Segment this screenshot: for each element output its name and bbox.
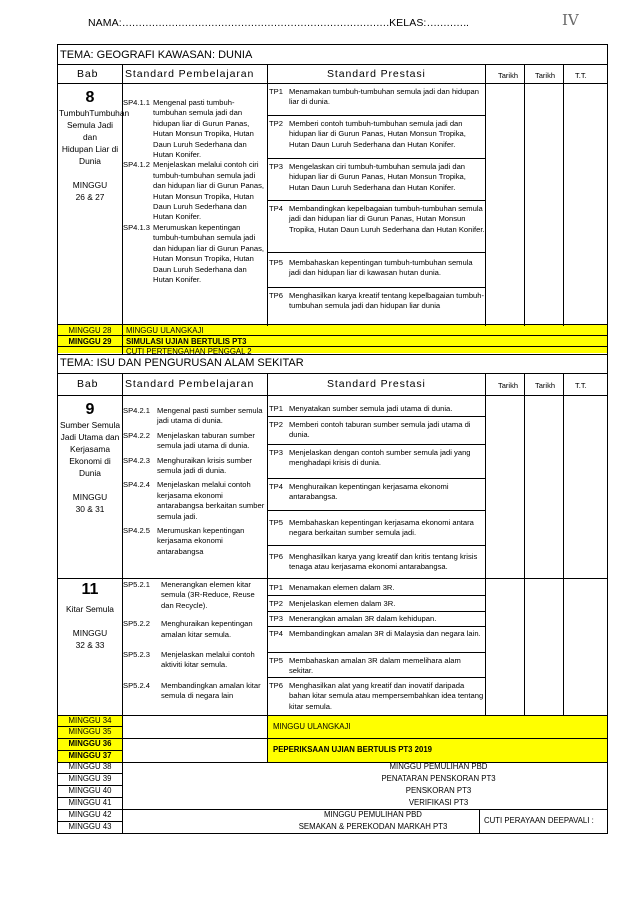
theme-1-title: TEMA: GEOGRAFI KAWASAN: DUNIA xyxy=(60,49,253,61)
sp-list-unit-9 xyxy=(123,406,266,557)
unit-name-line: Ekonomi di Dunia xyxy=(69,456,111,478)
unit-name-line: Jadi Utama dan xyxy=(60,432,120,442)
tp-item: TP3 Menjelaskan dengan contoh sumber semula jadi yang menghadapi krisis di dunia. xyxy=(269,448,471,468)
nama-blank: ……………………………………………………………………… xyxy=(121,17,390,29)
unit-week-label: MINGGU xyxy=(72,492,108,502)
tp-item: TP5 Membahaskan amalan 3R dalam memelihara alam sekitar. xyxy=(269,656,461,676)
nama-label: NAMA: xyxy=(88,17,122,29)
name-class-form xyxy=(88,17,468,29)
tp-item: TP4 Membandingkan kepelbagaian tumbuh-tumbuhan semula jadi dan hidupan liar di Gurun Panas, Hutan Monsun Tropika, Hutan Daun Luruh Sederhana dan Hutan Konifer. xyxy=(269,204,485,234)
col-tarikh-2: Tarikh xyxy=(535,71,556,80)
col-standard-prestasi: Standard Prestasi xyxy=(327,68,426,80)
unit-name-line: Hidupan Liar di xyxy=(61,144,119,154)
sp-item: SP4.1.1 Mengenal pasti tumbuh-tumbuhan semula jadi dan hidupan liar di Gurun Panas, Hutan Monsun Tropika, Hutan Daun Luruh Sederhana dan Hutan Konifer. xyxy=(123,98,254,160)
week-29: MINGGU 29 xyxy=(68,337,112,346)
col-tt: T.T. xyxy=(575,71,587,80)
col-bab: Bab xyxy=(77,378,99,390)
sp-item: SP5.2.1 Menerangkan elemen kitar semula (3R-Reduce, Reuse dan Recycle). xyxy=(123,580,255,610)
event-pemulihan: MINGGU PEMULIHAN PBD xyxy=(389,762,488,771)
col-standard-pembelajaran: Standard Pembelajaran xyxy=(125,68,255,80)
tp-item: TP6 Menghasilkan karya kreatif tentang kepelbagaian tumbuh-tumbuhan semula jadi dan hidupan liar dunia xyxy=(269,291,485,311)
col-standard-prestasi: Standard Prestasi xyxy=(327,378,426,390)
week-37: MINGGU 37 xyxy=(68,751,112,760)
revision-week: MINGGU ULANGKAJI xyxy=(273,722,351,731)
tp-item: TP2 Menjelaskan elemen dalam 3R. xyxy=(269,599,396,608)
week-28-activity: MINGGU ULANGKAJI xyxy=(126,326,204,335)
tp-item: TP6 Menghasilkan karya yang kreatif dan kritis tentang krisis tenaga atau kerjasama ekonomi antarabangsa. xyxy=(269,552,478,572)
week-40: MINGGU 40 xyxy=(68,786,112,795)
col-tarikh-1: Tarikh xyxy=(498,71,519,80)
sp-list-unit-11 xyxy=(123,580,266,702)
kelas-label: KELAS: xyxy=(389,17,427,29)
col-tt: T.T. xyxy=(575,381,587,390)
unit-name-line: Semula Jadi dan xyxy=(66,120,114,142)
sp-item: SP5.2.3 Menjelaskan melalui contoh aktiviti kitar semula. xyxy=(123,650,255,670)
pt3-exam: PEPERIKSAAN UJIAN BERTULIS PT3 2019 xyxy=(273,745,433,754)
week-42: MINGGU 42 xyxy=(68,810,112,819)
unit-name-line: Kerjasama xyxy=(69,444,111,454)
form-level: IV xyxy=(562,11,579,29)
tp-item: TP1 Menyatakan sumber semula jadi utama di dunia. xyxy=(269,404,453,413)
unit-weeks: 26 & 27 xyxy=(75,192,105,202)
event-pemulihan-2: MINGGU PEMULIHAN PBD xyxy=(324,810,422,819)
sp-item: SP5.2.2 Menghuraikan kepentingan amalan kitar semula. xyxy=(123,619,253,639)
tp-item: TP3 Mengelaskan ciri tumbuh-tumbuhan semula jadi dan hidupan liar di Gurun Panas, Hutan Monsun Tropika, Hutan Daun Luruh Sederhana dan Hutan Konifer. xyxy=(269,162,466,192)
student-info-line xyxy=(88,14,558,34)
week-28: MINGGU 28 xyxy=(68,326,112,335)
week-43: MINGGU 43 xyxy=(68,822,112,831)
event-verifikasi: VERIFIKASI PT3 xyxy=(408,798,469,807)
sp-item: SP5.2.4 Membandingkan amalan kitar semula di negara lain xyxy=(123,680,261,701)
unit-9 xyxy=(59,400,121,515)
event-penataran: PENATARAN PENSKORAN PT3 xyxy=(381,774,496,783)
week-41: MINGGU 41 xyxy=(68,798,112,807)
sp-item: SP4.2.1 Mengenal pasti sumber semula jadi utama di dunia. xyxy=(123,406,263,426)
event-semakan: SEMAKAN & PEREKODAN MARKAH PT3 xyxy=(298,822,448,831)
unit-name-line: Kitar Semula xyxy=(66,604,114,614)
week-34: MINGGU 34 xyxy=(68,716,112,725)
col-standard-pembelajaran: Standard Pembelajaran xyxy=(125,378,255,390)
theme-2-title: TEMA: ISU DAN PENGURUSAN ALAM SEKITAR xyxy=(60,357,304,369)
sp-list-unit-8 xyxy=(123,98,266,285)
tp-item: TP5 Membahaskan kepentingan kerjasama ekonomi antara negara berkaitan sumber semula jadi. xyxy=(269,518,474,538)
unit-name-line: Sumber Semula xyxy=(59,420,121,430)
unit-weeks: 30 & 31 xyxy=(75,504,105,514)
week-29-activity: SIMULASI UJIAN BERTULIS PT3 xyxy=(126,337,247,346)
tp-item: TP4 Menghuraikan kepentingan kerjasama ekonomi antarabangsa. xyxy=(269,482,449,502)
unit-week-label: MINGGU xyxy=(72,180,108,190)
unit-name-line: Dunia xyxy=(79,156,101,166)
unit-number: 11 xyxy=(81,581,99,598)
col-tarikh-1: Tarikh xyxy=(498,381,519,390)
deepavali-break: CUTI PERAYAAN DEEPAVALI : xyxy=(484,816,594,825)
tp-item: TP3 Menerangkan amalan 3R dalam kehidupan. xyxy=(269,614,437,623)
col-tarikh-2: Tarikh xyxy=(535,381,556,390)
unit-name-line: TumbuhTumbuhan xyxy=(59,108,130,118)
week-35: MINGGU 35 xyxy=(68,727,112,736)
col-bab: Bab xyxy=(77,68,99,80)
unit-week-label: MINGGU xyxy=(72,628,108,638)
unit-11 xyxy=(59,580,121,651)
sp-item: SP4.2.4 Menjelaskan melalui contoh kerjasama ekonomi antarabangsa berkaitan sumber semula jadi. xyxy=(123,480,265,521)
tp-item: TP2 Memberi contoh tumbuh-tumbuhan semula jadi dan hidupan liar di Gurun Panas, Hutan Monsun Tropika, Hutan Daun Luruh Sederhana dan Hutan Konifer. xyxy=(269,119,466,149)
tp-item: TP1 Menamakan elemen dalam 3R. xyxy=(269,583,395,592)
week-39: MINGGU 39 xyxy=(68,774,112,783)
tp-item: TP5 Membahaskan kepentingan tumbuh-tumbuhan semula jadi dan hidupan liar di kawasan hutan dunia. xyxy=(269,258,473,278)
kelas-blank: …………. xyxy=(426,17,469,29)
sp-item: SP4.2.3 Menghuraikan krisis sumber semula jadi di dunia. xyxy=(123,455,252,476)
unit-8 xyxy=(59,88,130,203)
tp-item: TP2 Memberi contoh taburan sumber semula jadi utama di dunia. xyxy=(269,420,471,440)
sp-item: SP4.2.5 Merumuskan kepentingan kerjasama ekonomi antarabangsa xyxy=(123,526,245,556)
unit-weeks: 32 & 33 xyxy=(75,640,105,650)
week-38: MINGGU 38 xyxy=(68,762,112,771)
sp-item: SP4.1.2 Menjelaskan melalui contoh ciri tumbuh-tumbuhan semula jadi dan hidupan liar di Gurun Panas, Hutan Monsun Tropika, Hutan Daun Luruh Sederhana dan Hutan Konifer. xyxy=(123,160,265,222)
tp-item: TP6 Menghasilkan alat yang kreatif dan inovatif daripada bahan kitar semula atau mempersembahkan idea tentang kitar semula. xyxy=(269,681,484,711)
scheme-table xyxy=(57,44,608,834)
tp-item: TP1 Menamakan tumbuh-tumbuhan semula jadi dan hidupan liar di dunia. xyxy=(269,87,479,107)
unit-number: 8 xyxy=(85,89,95,106)
mid-term-break: CUTI PERTENGAHAN PENGGAL 2 xyxy=(126,347,252,356)
event-penskoran: PENSKORAN PT3 xyxy=(405,786,472,795)
tp-item: TP4 Membandingkan amalan 3R di Malaysia dan negara lain. xyxy=(269,629,481,638)
sp-item: SP4.2.2 Menjelaskan taburan sumber semula jadi utama di dunia. xyxy=(123,430,255,451)
sp-item: SP4.1.3 Merumuskan kepentingan tumbuh-tumbuhan semula jadi dan hidupan liar di Gurun Panas, Hutan Monsun Tropika, Hutan Daun Luruh Sederhana dan Hutan Konifer. xyxy=(123,222,265,284)
unit-number: 9 xyxy=(85,401,95,418)
week-36: MINGGU 36 xyxy=(68,739,112,748)
